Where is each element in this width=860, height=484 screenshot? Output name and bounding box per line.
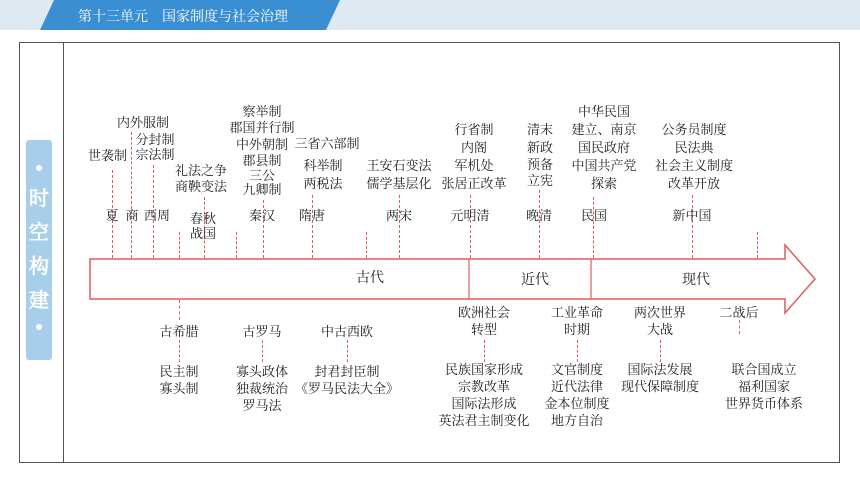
segment-label-gudai: 古代	[356, 270, 384, 286]
item-minguo: 中国共产党	[571, 159, 637, 174]
item-fenfeng: 分封制	[135, 133, 175, 148]
period-postwar: 二战后	[719, 306, 759, 321]
connector-line	[179, 300, 180, 320]
connector-line	[236, 232, 237, 258]
item-minguo: 中华民国	[577, 105, 630, 120]
item-industrial: 近代法律	[550, 380, 603, 395]
item-shixizhi: 世袭制	[88, 149, 128, 164]
item-qinhan: 郡县制	[242, 154, 282, 169]
connector-line	[347, 340, 348, 362]
period-rome: 古罗马	[242, 325, 282, 340]
item-wars: 国际法发展	[627, 363, 693, 378]
item-rome: 独裁统治	[235, 382, 288, 397]
item-qinhan: 中外朝制	[235, 138, 288, 153]
item-suitang: 三省六部制	[294, 137, 360, 152]
item-xinzhongguo: 社会主义制度	[654, 159, 733, 174]
item-postwar: 福利国家	[737, 380, 790, 395]
period-wanqing: 晚清	[525, 209, 552, 224]
item-europe: 国际法形成	[451, 397, 517, 412]
period-zhanguo: 战国	[189, 227, 216, 242]
item-qinhan: 察举制	[242, 105, 282, 120]
item-minguo: 建立、南京	[571, 123, 637, 138]
period-chunqiu: 春秋	[189, 212, 216, 227]
connector-line	[660, 340, 661, 362]
item-greece: 民主制	[159, 365, 199, 380]
item-neiwaifuzhi: 内外服制	[117, 116, 170, 131]
item-minguo: 探索	[590, 177, 617, 192]
connector-line	[484, 340, 485, 362]
item-ymq: 内阁	[460, 141, 487, 156]
item-ymq: 张居正改革	[441, 177, 507, 192]
connector-line	[757, 232, 758, 258]
connector-line	[399, 195, 400, 258]
item-industrial: 地方自治	[550, 414, 603, 429]
item-xinzhongguo: 公务员制度	[661, 123, 727, 138]
item-europe: 英法君主制变化	[438, 414, 530, 429]
item-song: 儒学基层化	[366, 177, 432, 192]
item-ymq: 军机处	[454, 159, 494, 174]
item-suitang: 两税法	[303, 177, 343, 192]
item-zongfa: 宗法制	[135, 148, 175, 163]
item-xinzhongguo: 改革开放	[667, 177, 720, 192]
unit-title: 第十三单元 国家制度与社会治理	[78, 9, 288, 25]
period-minguo: 民国	[580, 209, 607, 224]
item-wanqing: 预备	[526, 158, 553, 173]
period-xia: 夏	[105, 209, 119, 224]
period-europe: 转型	[470, 323, 497, 338]
item-qinhan: 三公	[248, 169, 275, 184]
item-qinhan: 九卿制	[242, 183, 282, 198]
item-industrial: 金本位制度	[544, 397, 610, 412]
item-shangyang: 商鞅变法	[174, 180, 227, 195]
period-industrial: 时期	[563, 323, 590, 338]
item-wanqing: 清末	[526, 123, 553, 138]
item-greece: 寡头制	[159, 382, 199, 397]
period-europe: 欧洲社会	[457, 306, 510, 321]
period-wars: 大战	[646, 323, 673, 338]
connector-line	[692, 195, 693, 258]
period-liangsong: 两宋	[385, 209, 412, 224]
item-rome: 罗马法	[242, 399, 282, 414]
item-medieval: 封君封臣制	[314, 365, 380, 380]
item-qinhan: 郡国并行制	[229, 121, 295, 136]
item-europe: 民族国家形成	[444, 363, 523, 378]
connector-line	[179, 340, 180, 362]
segment-label-jindai: 近代	[521, 272, 549, 288]
item-industrial: 文官制度	[550, 363, 603, 378]
item-wanqing: 立宪	[526, 174, 553, 189]
period-shang: 商	[125, 209, 139, 224]
item-europe: 宗教改革	[457, 380, 510, 395]
period-qinhan: 秦汉	[248, 209, 275, 224]
connector-line	[179, 232, 180, 258]
item-minguo: 国民政府	[577, 141, 630, 156]
item-ymq: 行省制	[454, 123, 494, 138]
sidebar-char: 时	[29, 186, 49, 210]
connector-line	[312, 195, 313, 258]
connector-line	[739, 320, 740, 334]
period-suitang: 隋唐	[298, 209, 325, 224]
item-wars: 现代保障制度	[620, 380, 699, 395]
period-medieval: 中古西欧	[320, 325, 373, 340]
item-rome: 寡头政体	[235, 365, 288, 380]
item-postwar: 联合国成立	[731, 363, 797, 378]
connector-line	[470, 195, 471, 258]
sidebar-char: 建	[29, 288, 49, 312]
connector-line	[262, 340, 263, 362]
period-industrial: 工业革命	[550, 306, 603, 321]
item-wanqing: 新政	[526, 141, 553, 156]
item-lifa: 礼法之争	[174, 164, 227, 179]
period-xizhou: 西周	[143, 209, 170, 224]
item-song: 王安石变法	[366, 159, 432, 174]
item-suitang: 科举制	[303, 159, 343, 174]
item-postwar: 世界货币体系	[724, 397, 803, 412]
segment-label-xiandai: 现代	[682, 272, 710, 288]
connector-line	[577, 340, 578, 362]
item-medieval: 《罗马民法大全》	[294, 382, 399, 397]
sidebar-char: 构	[29, 254, 49, 278]
period-wars: 两次世界	[633, 306, 686, 321]
period-xinzhongguo: 新中国	[672, 209, 712, 224]
connector-line	[593, 197, 594, 258]
connector-line	[366, 232, 367, 258]
sidebar-char: 空	[29, 220, 49, 244]
period-yuanmingqing: 元明清	[450, 209, 490, 224]
item-xinzhongguo: 民法典	[674, 141, 714, 156]
period-greece: 古希腊	[159, 325, 199, 340]
